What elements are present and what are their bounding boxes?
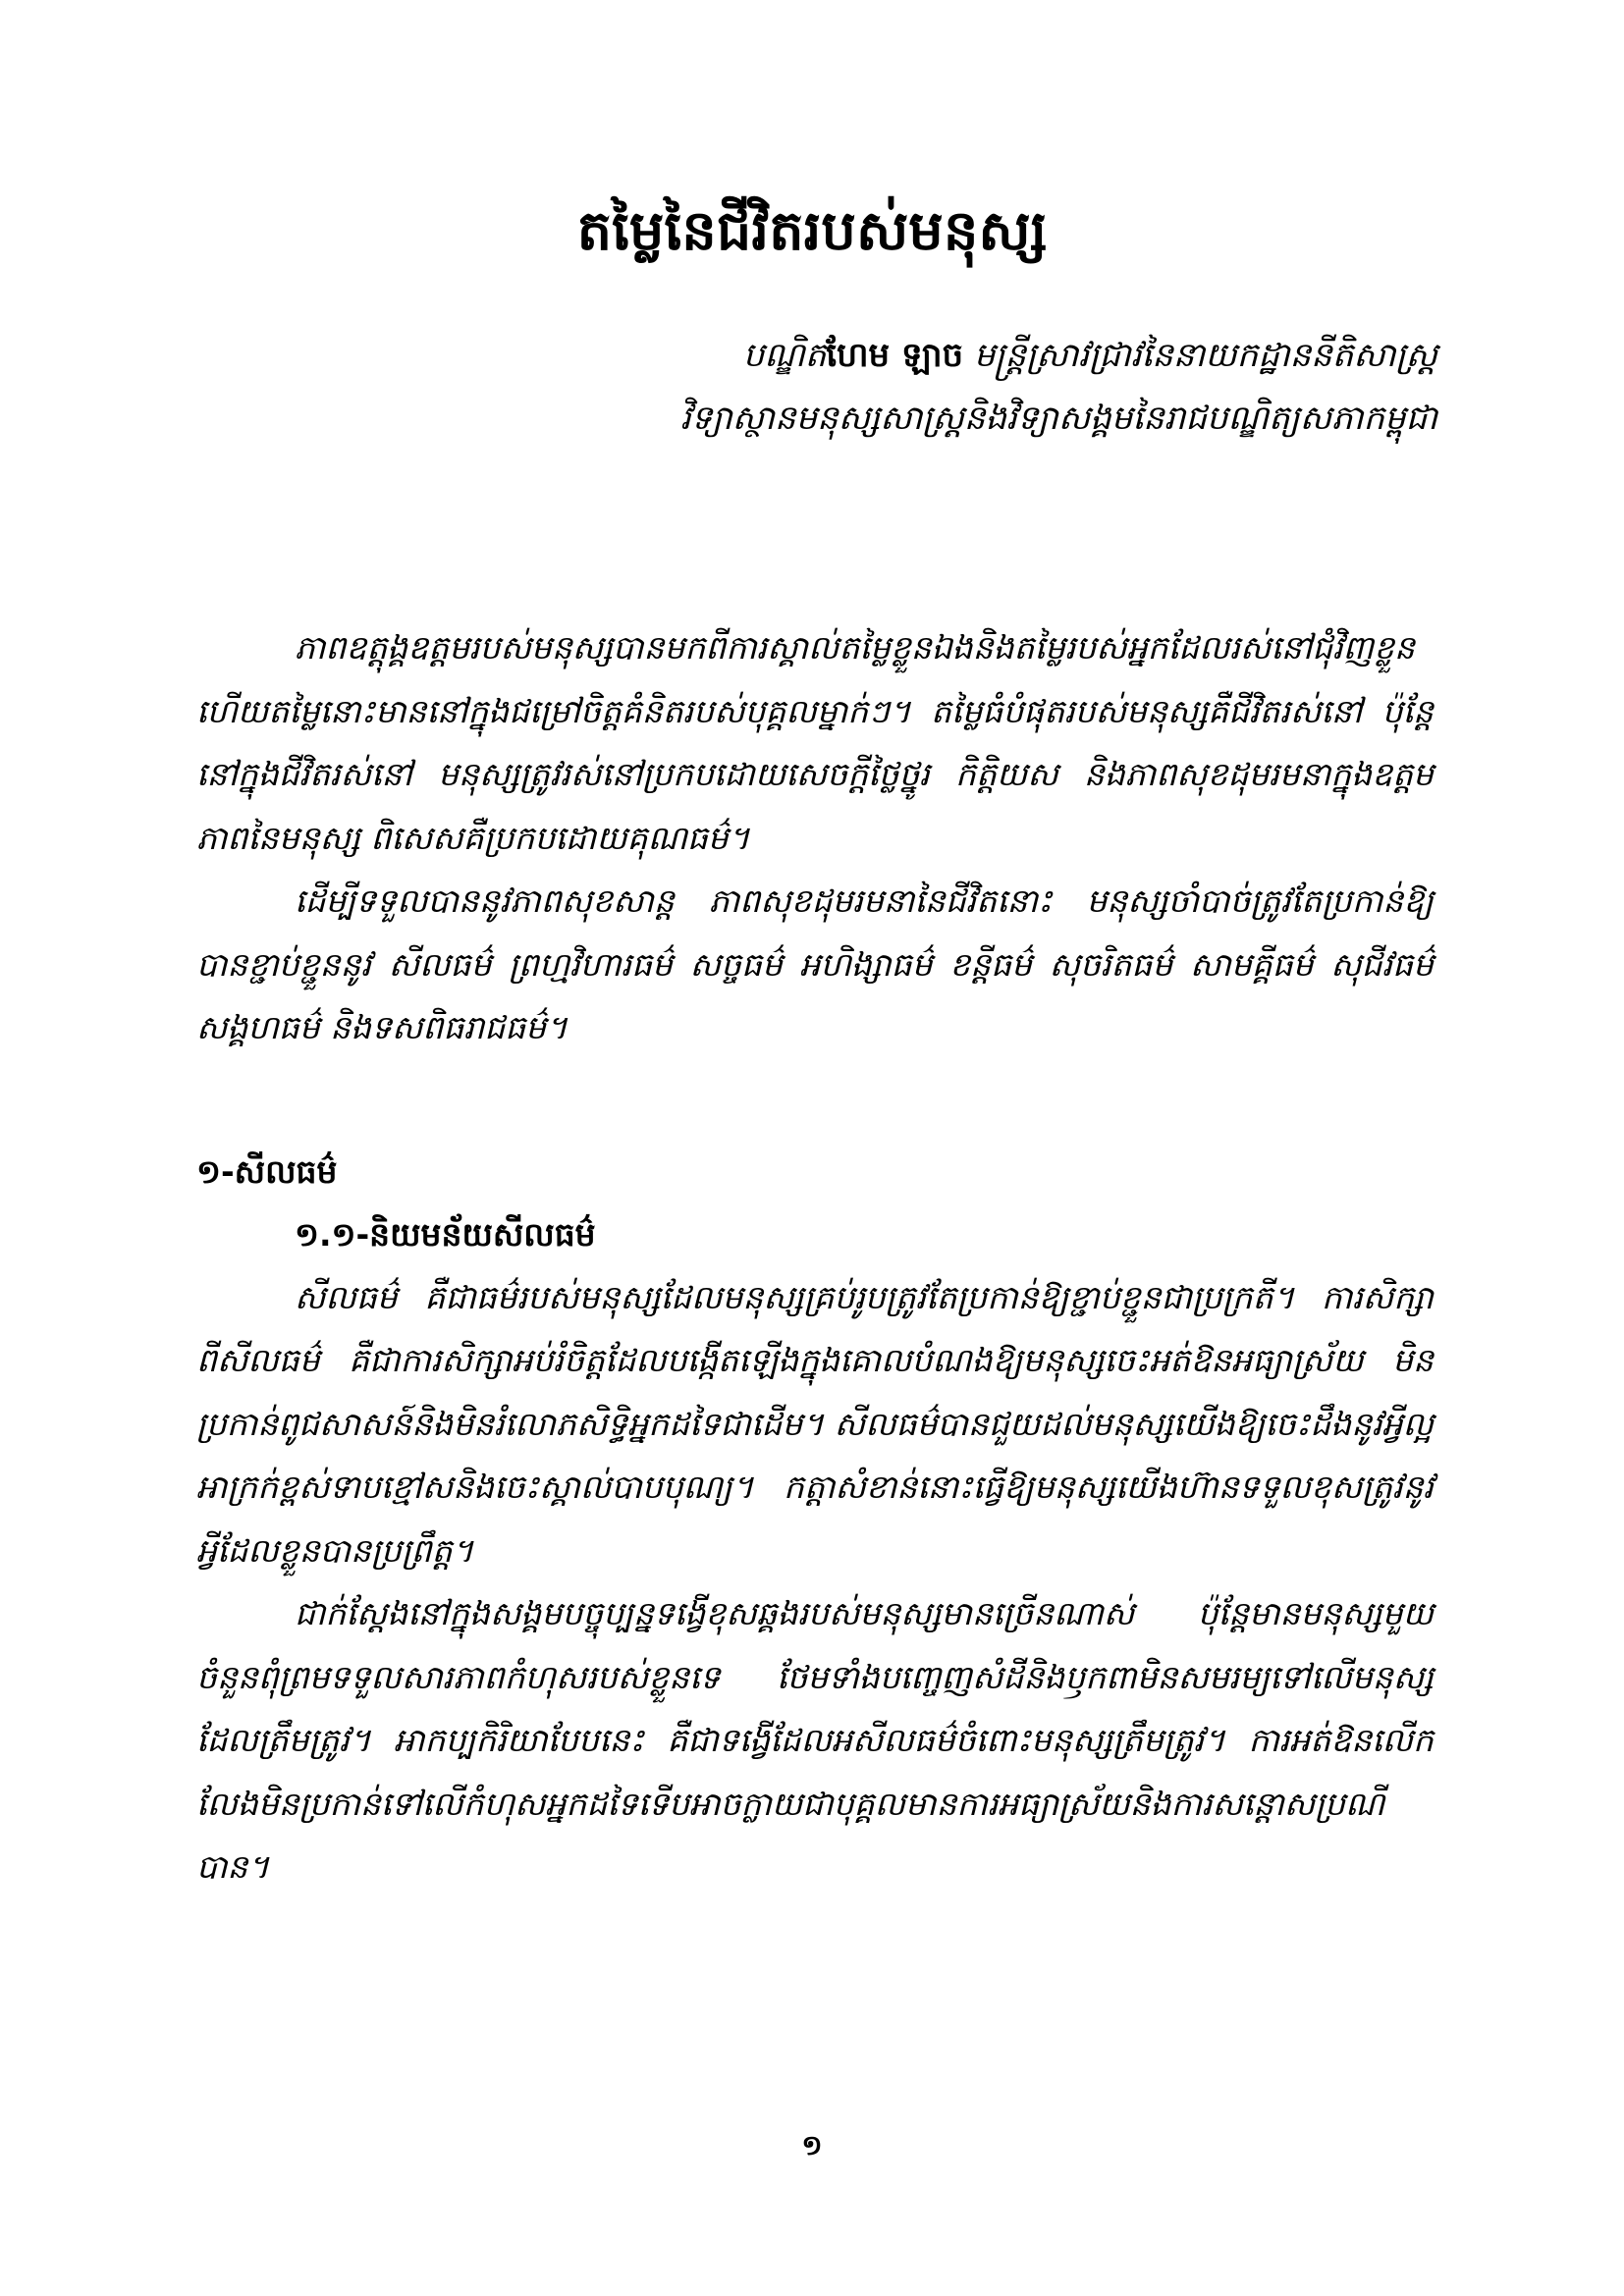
page-title: តម្លៃនៃជីវិតរបស់មនុស្ស	[576, 199, 1048, 263]
body-text	[196, 616, 1434, 1899]
page-number: ១	[801, 2129, 823, 2162]
author-byline	[357, 324, 1437, 450]
author-role: មន្ត្រីស្រាវជ្រាវនៃនាយកដ្ឋាននីតិសាស្ត្រ	[963, 336, 1437, 375]
section-paragraph: ជាក់ស្តែងនៅក្នុងសង្គមបច្ចុប្បន្នទង្វើខុសឆ្គងរបស់មនុស្សមានច្រើនណាស់ ប៉ុន្តែមានមនុស្សមួយចំនួនពុំព្រមទទួលសារភាពកំហុសរបស់ខ្លួនទេ ថែមទាំងបញ្ចេញសំដីនិងឫកពាមិនសមរម្យទៅលើមនុស្សដែលត្រឹមត្រូវ។ អាកប្បកិរិយាបែបនេះ គឺជាទង្វើដែលអសីលធម៌ចំពោះមនុស្សត្រឹមត្រូវ។ ការអត់ឱនលើកលែងមិនប្រកាន់ទៅលើកំហុសអ្នកដទៃទើបអាចក្លាយជាបុគ្គលមានការអធ្យាស្រ័យនិងការសន្តោសប្រណីបាន។	[196, 1594, 1434, 1886]
author-institution: វិទ្យាស្ថានមនុស្សសាស្ត្រនិងវិទ្យាសង្គមនៃរាជបណ្ឌិត្យសភាកម្ពុជា	[680, 399, 1437, 438]
section-paragraph: សីលធម៌ គឺជាធម៌របស់មនុស្សដែលមនុស្សគ្រប់រូបត្រូវតែប្រកាន់ឱ្យខ្ជាប់ខ្ជួនជាប្រក្រតី។ ការសិក្សាពីសីលធម៌ គឺជាការសិក្សាអប់រំចិត្តដែលបង្កើតឡើងក្នុងគោលបំណងឱ្យមនុស្សចេះអត់ឱនអធ្យាស្រ័យ មិនប្រកាន់ពូជសាសន៍និងមិនរំលោភសិទ្ធិអ្នកដទៃជាដើម។ សីលធម៌បានជួយដល់មនុស្សយើងឱ្យចេះដឹងនូវអ្វីល្អអាក្រក់ខ្ពស់ទាបខ្មៅសនិងចេះស្គាល់បាបបុណ្យ។ កត្តាសំខាន់នោះធ្វើឱ្យមនុស្សយើងហ៊ានទទួលខុសត្រូវនូវអ្វីដែលខ្លួនបានប្រព្រឹត្ត។	[196, 1277, 1434, 1570]
author-line	[357, 324, 1437, 387]
intro-paragraph: ដើម្បីទទួលបាននូវភាពសុខសាន្ត ភាពសុខដុមរមនានៃជីវិតនោះ មនុស្សចាំបាច់ត្រូវតែប្រកាន់ឱ្យបានខ្ជាប់ខ្ជួននូវ សីលធម៌ ព្រហ្មវិហារធម៌ សច្ចធម៌ អហិង្សាធម៌ ខន្តីធម៌ សុចរិតធម៌ សាមគ្គីធម៌ សុជីវធម៌ សង្គហធម៌ និងទសពិធរាជធម៌។	[196, 881, 1434, 1046]
intro-paragraph: ភាពឧត្តុង្គឧត្តមរបស់មនុស្សបានមកពីការស្គាល់តម្លៃខ្លួនឯងនិងតម្លៃរបស់អ្នកដែលរស់នៅជុំវិញខ្លួនហើយតម្លៃនោះមាននៅក្នុងជម្រៅចិត្តគំនិតរបស់បុគ្គលម្នាក់ៗ។ តម្លៃធំបំផុតរបស់មនុស្សគឺជីវិតរស់នៅ ប៉ុន្តែនៅក្នុងជីវិតរស់នៅ មនុស្សត្រូវរស់នៅប្រកបដោយសេចក្តីថ្លៃថ្នូរ កិត្តិយស និងភាពសុខដុមរមនាក្នុងឧត្តមភាពនៃមនុស្ស ពិសេសគឺប្រកបដោយគុណធម៌។	[196, 628, 1434, 857]
section-heading: ១-សីលធម៌	[196, 1151, 338, 1191]
author-prefix: បណ្ឌិត	[742, 336, 827, 375]
subsection-heading: ១.១-និយមន័យសីលធម៌	[295, 1214, 596, 1254]
author-name: ហែម ឡាច	[826, 336, 964, 375]
